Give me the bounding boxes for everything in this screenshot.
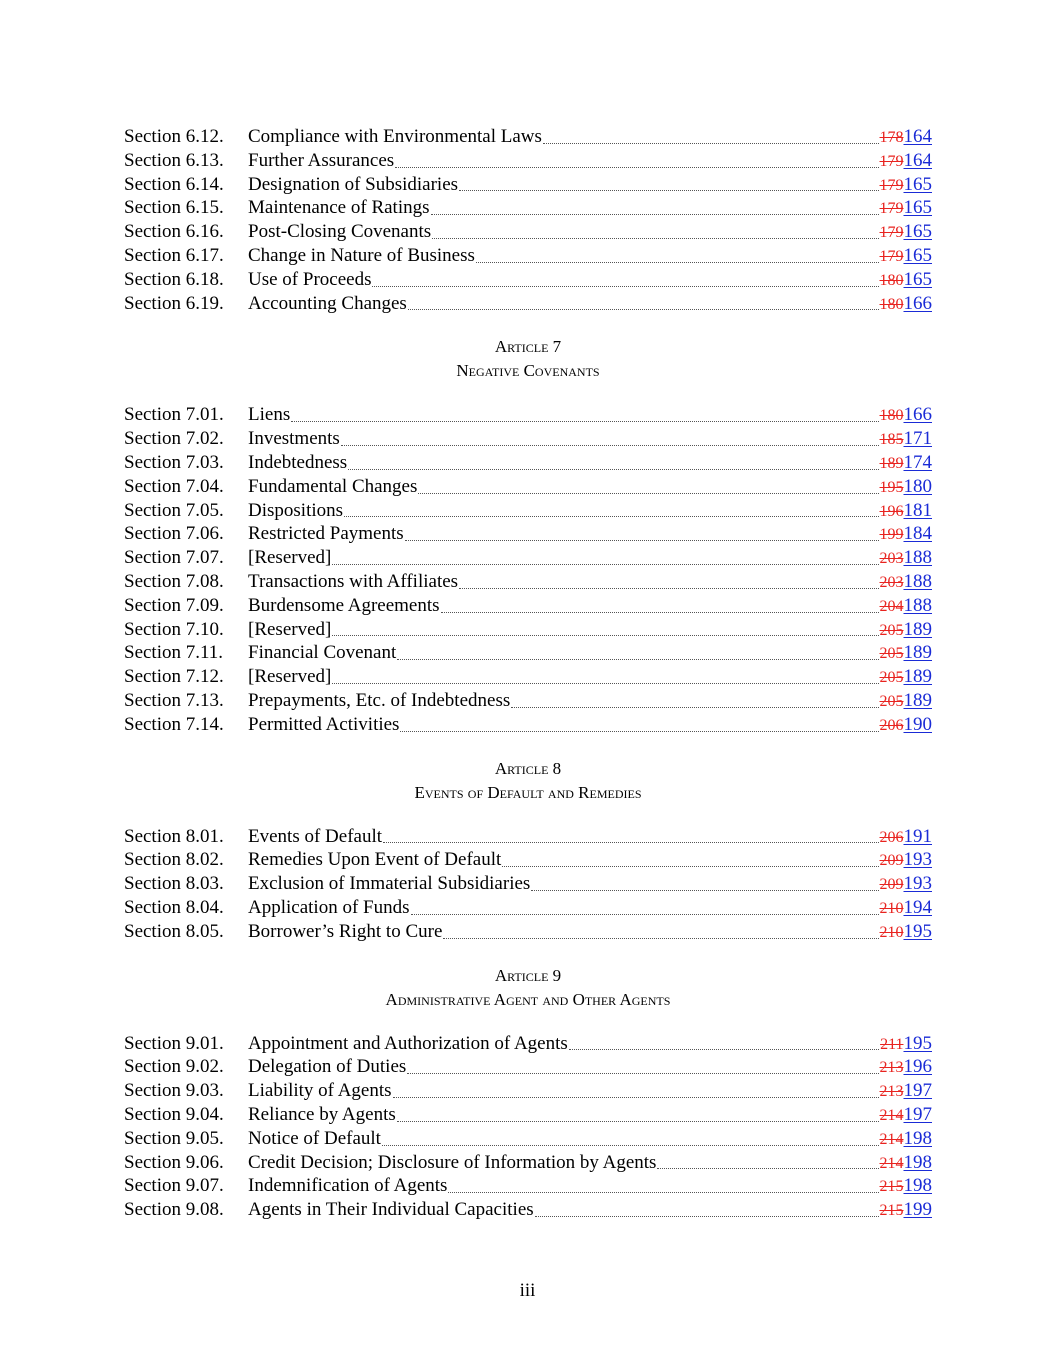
inserted-page-link[interactable]: 164 xyxy=(903,149,932,171)
toc-entry[interactable] xyxy=(124,1127,932,1151)
inserted-page-link[interactable]: 174 xyxy=(903,451,932,473)
section-title: Transactions with Affiliates xyxy=(248,570,459,592)
toc-entry[interactable] xyxy=(124,594,932,618)
section-number: Section 7.13. xyxy=(124,689,224,711)
dot-leader xyxy=(332,564,878,565)
deleted-page-number: 179 xyxy=(879,176,904,194)
dot-leader xyxy=(459,190,878,191)
section-title: Notice of Default xyxy=(248,1127,381,1149)
section-title: Further Assurances xyxy=(248,149,395,171)
dot-leader xyxy=(511,707,878,708)
dot-leader xyxy=(400,731,878,732)
section-title: Post-Closing Covenants xyxy=(248,221,432,243)
page-number: iii xyxy=(519,1280,536,1301)
section-number: Section 9.05. xyxy=(124,1127,224,1149)
dot-leader xyxy=(291,421,878,422)
dot-leader xyxy=(397,1121,879,1122)
section-number: Section 9.04. xyxy=(124,1103,224,1125)
page-refs xyxy=(880,149,933,174)
deleted-page-number: 209 xyxy=(879,876,904,894)
section-number: Section 9.03. xyxy=(124,1080,224,1102)
toc-entry[interactable] xyxy=(124,1198,932,1222)
inserted-page-link[interactable]: 165 xyxy=(903,197,932,219)
inserted-page-link[interactable]: 181 xyxy=(903,499,932,521)
dot-leader xyxy=(448,1192,878,1193)
toc-entry[interactable] xyxy=(124,244,932,268)
toc-entry[interactable] xyxy=(124,1079,932,1103)
toc-entry[interactable] xyxy=(124,427,932,451)
section-number: Section 7.05. xyxy=(124,499,224,521)
section-number: Section 7.06. xyxy=(124,523,224,545)
toc-entry[interactable] xyxy=(124,665,932,689)
deleted-page-number: 205 xyxy=(879,645,904,663)
section-number: Section 7.02. xyxy=(124,428,224,450)
page-refs xyxy=(880,1174,933,1199)
page-refs xyxy=(880,522,933,547)
toc-entry[interactable] xyxy=(124,546,932,570)
inserted-page-link[interactable]: 180 xyxy=(903,475,932,497)
inserted-page-link[interactable]: 193 xyxy=(903,873,932,895)
toc-entry[interactable] xyxy=(124,570,932,594)
section-title: Use of Proceeds xyxy=(248,268,372,290)
inserted-page-link[interactable]: 166 xyxy=(903,404,932,426)
section-title: Liens xyxy=(248,404,291,426)
section-title: Designation of Subsidiaries xyxy=(248,173,459,195)
dot-leader xyxy=(332,635,878,636)
page-refs xyxy=(880,713,933,738)
deleted-page-number: 214 xyxy=(879,1130,904,1148)
section-title: Financial Covenant xyxy=(248,642,397,664)
toc-entry[interactable] xyxy=(124,451,932,475)
section-number: Section 7.03. xyxy=(124,451,224,473)
inserted-page-link[interactable]: 165 xyxy=(903,173,932,195)
dot-leader xyxy=(383,842,878,843)
section-title: Prepayments, Etc. of Indebtedness xyxy=(248,689,511,711)
deleted-page-number: 215 xyxy=(879,1178,904,1196)
inserted-page-link[interactable]: 189 xyxy=(903,642,932,664)
inserted-page-link[interactable]: 165 xyxy=(903,268,932,290)
deleted-page-number: 178 xyxy=(879,129,904,146)
section-title: Application of Funds xyxy=(248,896,410,918)
inserted-page-link[interactable]: 165 xyxy=(903,244,932,266)
page-refs xyxy=(880,570,933,595)
page-refs xyxy=(880,689,933,714)
section-number: Section 7.01. xyxy=(124,404,224,426)
toc-entry[interactable] xyxy=(124,522,932,546)
inserted-page-link[interactable]: 189 xyxy=(903,689,932,711)
toc-entry[interactable] xyxy=(124,1032,932,1056)
section-title: Dispositions xyxy=(248,499,344,521)
toc-entry[interactable] xyxy=(124,1174,932,1198)
page-refs xyxy=(880,451,933,476)
section-number: Section 7.14. xyxy=(124,713,224,735)
dot-leader xyxy=(344,516,878,517)
toc-entry[interactable] xyxy=(124,475,932,499)
toc-entry[interactable] xyxy=(124,220,932,244)
section-title: Agents in Their Individual Capacities xyxy=(248,1199,534,1221)
section-title: Compliance with Environmental Laws xyxy=(248,126,542,147)
toc-entry[interactable] xyxy=(124,125,932,149)
page-refs xyxy=(880,499,933,524)
deleted-page-number: 199 xyxy=(879,526,904,544)
toc-entry[interactable] xyxy=(124,825,932,849)
section-number: Section 7.08. xyxy=(124,570,224,592)
dot-leader xyxy=(407,1073,878,1074)
section-title: Appointment and Authorization of Agents xyxy=(248,1032,568,1054)
page-refs xyxy=(880,920,933,945)
section-title: [Reserved] xyxy=(248,666,332,688)
inserted-page-link[interactable]: 190 xyxy=(903,713,932,735)
section-number: Section 6.18. xyxy=(124,268,224,290)
section-title: Investments xyxy=(248,428,340,450)
dot-leader xyxy=(432,238,878,239)
section-number: Section 8.02. xyxy=(124,849,224,871)
inserted-page-link[interactable]: 188 xyxy=(903,547,932,569)
toc-entry[interactable] xyxy=(124,292,932,316)
deleted-page-number: 210 xyxy=(879,923,904,941)
inserted-page-link[interactable]: 188 xyxy=(903,570,932,592)
section-title: Indebtedness xyxy=(248,451,348,473)
page-refs xyxy=(880,1055,933,1080)
article-heading xyxy=(124,964,932,1012)
dot-leader xyxy=(443,938,878,939)
toc-entry[interactable] xyxy=(124,920,932,944)
deleted-page-number: 203 xyxy=(879,573,904,591)
page-refs xyxy=(880,125,933,150)
article-label: Article 8 xyxy=(494,758,562,778)
deleted-page-number: 205 xyxy=(879,692,904,710)
page-refs xyxy=(880,1103,933,1128)
dot-leader xyxy=(382,1145,879,1146)
inserted-page-link[interactable]: 197 xyxy=(903,1103,932,1125)
section-number: Section 9.01. xyxy=(124,1032,224,1054)
inserted-page-link[interactable]: 188 xyxy=(903,594,932,616)
inserted-page-link[interactable]: 189 xyxy=(903,666,932,688)
page-refs xyxy=(880,872,933,897)
article-title: Negative Covenants xyxy=(456,361,600,381)
dot-leader xyxy=(535,1216,879,1217)
inserted-page-link[interactable]: 191 xyxy=(903,825,932,847)
toc-entry[interactable] xyxy=(124,872,932,896)
page-refs xyxy=(880,665,933,690)
section-number: Section 7.10. xyxy=(124,618,224,640)
deleted-page-number: 196 xyxy=(879,502,904,520)
inserted-page-link[interactable]: 194 xyxy=(903,896,932,918)
section-number: Section 6.16. xyxy=(124,221,224,243)
deleted-page-number: 213 xyxy=(879,1083,904,1101)
section-title: Burdensome Agreements xyxy=(248,594,440,616)
section-number: Section 9.02. xyxy=(124,1056,224,1078)
section-title: Remedies Upon Event of Default xyxy=(248,849,502,871)
deleted-page-number: 189 xyxy=(879,454,904,472)
deleted-page-number: 211 xyxy=(880,1035,904,1053)
section-number: Section 9.08. xyxy=(124,1199,224,1221)
dot-leader xyxy=(393,1097,879,1098)
toc-entry[interactable] xyxy=(124,848,932,872)
section-title: Credit Decision; Disclosure of Information by Agents xyxy=(248,1151,657,1173)
page-refs xyxy=(880,220,933,245)
inserted-page-link[interactable]: 189 xyxy=(903,618,932,640)
deleted-page-number: 215 xyxy=(879,1202,904,1220)
section-number: Section 7.11. xyxy=(124,642,224,664)
toc-entry[interactable] xyxy=(124,641,932,665)
inserted-page-link[interactable]: 198 xyxy=(903,1127,932,1149)
article-heading xyxy=(124,757,932,805)
inserted-page-link[interactable]: 164 xyxy=(903,126,932,147)
dot-leader xyxy=(408,309,879,310)
section-number: Section 6.14. xyxy=(124,173,224,195)
toc-entry[interactable] xyxy=(124,268,932,292)
section-number: Section 7.04. xyxy=(124,475,224,497)
inserted-page-link[interactable]: 196 xyxy=(903,1056,932,1078)
article-title: Events of Default and Remedies xyxy=(414,782,642,802)
toc-entry[interactable] xyxy=(124,896,932,920)
page-refs xyxy=(880,1032,932,1057)
article-heading xyxy=(124,335,932,383)
deleted-page-number: 180 xyxy=(879,295,904,313)
dot-leader xyxy=(372,286,878,287)
section-number: Section 8.03. xyxy=(124,873,224,895)
page-refs xyxy=(880,594,933,619)
page-refs xyxy=(880,173,933,198)
inserted-page-link[interactable]: 193 xyxy=(903,849,932,871)
section-number: Section 6.15. xyxy=(124,197,224,219)
section-number: Section 6.17. xyxy=(124,244,224,266)
page-refs xyxy=(880,427,933,452)
page-refs xyxy=(880,641,933,666)
dot-leader xyxy=(543,143,879,144)
toc-entry[interactable] xyxy=(124,403,932,427)
toc-entry[interactable] xyxy=(124,1103,932,1127)
page-refs xyxy=(880,475,933,500)
section-title: Change in Nature of Business xyxy=(248,244,475,266)
inserted-page-link[interactable]: 184 xyxy=(903,523,932,545)
deleted-page-number: 179 xyxy=(879,247,904,265)
section-title: Events of Default xyxy=(248,825,383,847)
deleted-page-number: 203 xyxy=(879,550,904,568)
dot-leader xyxy=(341,445,879,446)
deleted-page-number: 214 xyxy=(879,1106,904,1124)
inserted-page-link[interactable]: 195 xyxy=(903,1032,932,1054)
inserted-page-link[interactable]: 197 xyxy=(903,1080,932,1102)
table-of-contents xyxy=(124,125,932,1222)
section-title: Indemnification of Agents xyxy=(248,1175,448,1197)
dot-leader xyxy=(397,659,878,660)
page-refs xyxy=(880,292,933,317)
deleted-page-number: 210 xyxy=(879,899,904,917)
page-refs xyxy=(880,1079,933,1104)
deleted-page-number: 180 xyxy=(879,271,904,289)
toc-entry[interactable] xyxy=(124,689,932,713)
page-refs xyxy=(880,268,933,293)
dot-leader xyxy=(418,493,878,494)
section-title: Borrower’s Right to Cure xyxy=(248,920,443,942)
section-number: Section 6.19. xyxy=(124,292,224,314)
deleted-page-number: 214 xyxy=(879,1154,904,1172)
deleted-page-number: 195 xyxy=(879,478,904,496)
toc-entry[interactable] xyxy=(124,713,932,737)
section-number: Section 6.13. xyxy=(124,149,224,171)
deleted-page-number: 179 xyxy=(879,152,904,170)
page-refs xyxy=(880,848,933,873)
section-title: Delegation of Duties xyxy=(248,1056,407,1078)
page-refs xyxy=(880,196,933,221)
section-number: Section 7.09. xyxy=(124,594,224,616)
page-refs xyxy=(880,618,933,643)
page-refs xyxy=(880,1127,933,1152)
deleted-page-number: 180 xyxy=(879,407,904,425)
section-number: Section 8.01. xyxy=(124,825,224,847)
deleted-page-number: 206 xyxy=(879,828,904,846)
inserted-page-link[interactable]: 195 xyxy=(903,920,932,942)
deleted-page-number: 213 xyxy=(879,1059,904,1077)
deleted-page-number: 179 xyxy=(879,200,904,218)
page-refs xyxy=(880,244,933,269)
inserted-page-link[interactable]: 198 xyxy=(903,1175,932,1197)
section-title: Reliance by Agents xyxy=(248,1103,396,1125)
inserted-page-link[interactable]: 198 xyxy=(903,1151,932,1173)
article-label: Article 9 xyxy=(494,965,562,985)
article-title: Administrative Agent and Other Agents xyxy=(385,989,671,1009)
toc-entry[interactable] xyxy=(124,618,932,642)
deleted-page-number: 206 xyxy=(879,716,904,734)
page-refs xyxy=(880,1198,933,1223)
section-title: Liability of Agents xyxy=(248,1080,392,1102)
section-title: Maintenance of Ratings xyxy=(248,197,430,219)
page-refs xyxy=(880,546,933,571)
article-label: Article 7 xyxy=(494,337,562,357)
toc-entry[interactable] xyxy=(124,149,932,173)
toc-entry[interactable] xyxy=(124,499,932,523)
dot-leader xyxy=(569,1049,879,1050)
dot-leader xyxy=(411,914,879,915)
page-refs xyxy=(880,825,933,850)
section-number: Section 8.05. xyxy=(124,920,224,942)
toc-entry[interactable] xyxy=(124,196,932,220)
dot-leader xyxy=(431,214,879,215)
deleted-page-number: 205 xyxy=(879,669,904,687)
dot-leader xyxy=(531,890,878,891)
section-number: Section 7.12. xyxy=(124,666,224,688)
page-refs xyxy=(880,403,933,428)
section-number: Section 9.06. xyxy=(124,1151,224,1173)
section-number: Section 6.12. xyxy=(124,126,224,147)
inserted-page-link[interactable]: 165 xyxy=(903,221,932,243)
deleted-page-number: 209 xyxy=(879,852,904,870)
page-refs xyxy=(880,896,933,921)
deleted-page-number: 205 xyxy=(879,621,904,639)
page-refs xyxy=(880,1151,933,1176)
dot-leader xyxy=(405,540,879,541)
section-number: Section 9.07. xyxy=(124,1175,224,1197)
dot-leader xyxy=(441,612,879,613)
dot-leader xyxy=(502,866,878,867)
section-title: [Reserved] xyxy=(248,547,332,569)
inserted-page-link[interactable]: 166 xyxy=(903,292,932,314)
deleted-page-number: 204 xyxy=(879,597,904,615)
dot-leader xyxy=(459,588,878,589)
section-title: Permitted Activities xyxy=(248,713,400,735)
toc-entry[interactable] xyxy=(124,173,932,197)
toc-entry[interactable] xyxy=(124,1055,932,1079)
dot-leader xyxy=(657,1168,878,1169)
dot-leader xyxy=(332,683,878,684)
inserted-page-link[interactable]: 199 xyxy=(903,1199,932,1221)
section-number: Section 7.07. xyxy=(124,547,224,569)
deleted-page-number: 179 xyxy=(879,224,904,242)
inserted-page-link[interactable]: 171 xyxy=(903,428,932,450)
section-number: Section 8.04. xyxy=(124,896,224,918)
section-title: Exclusion of Immaterial Subsidiaries xyxy=(248,873,531,895)
dot-leader xyxy=(395,167,878,168)
dot-leader xyxy=(348,469,878,470)
section-title: [Reserved] xyxy=(248,618,332,640)
section-title: Accounting Changes xyxy=(248,292,407,314)
dot-leader xyxy=(476,262,879,263)
deleted-page-number: 185 xyxy=(879,431,904,449)
toc-entry[interactable] xyxy=(124,1151,932,1175)
section-title: Restricted Payments xyxy=(248,523,404,545)
section-title: Fundamental Changes xyxy=(248,475,418,497)
